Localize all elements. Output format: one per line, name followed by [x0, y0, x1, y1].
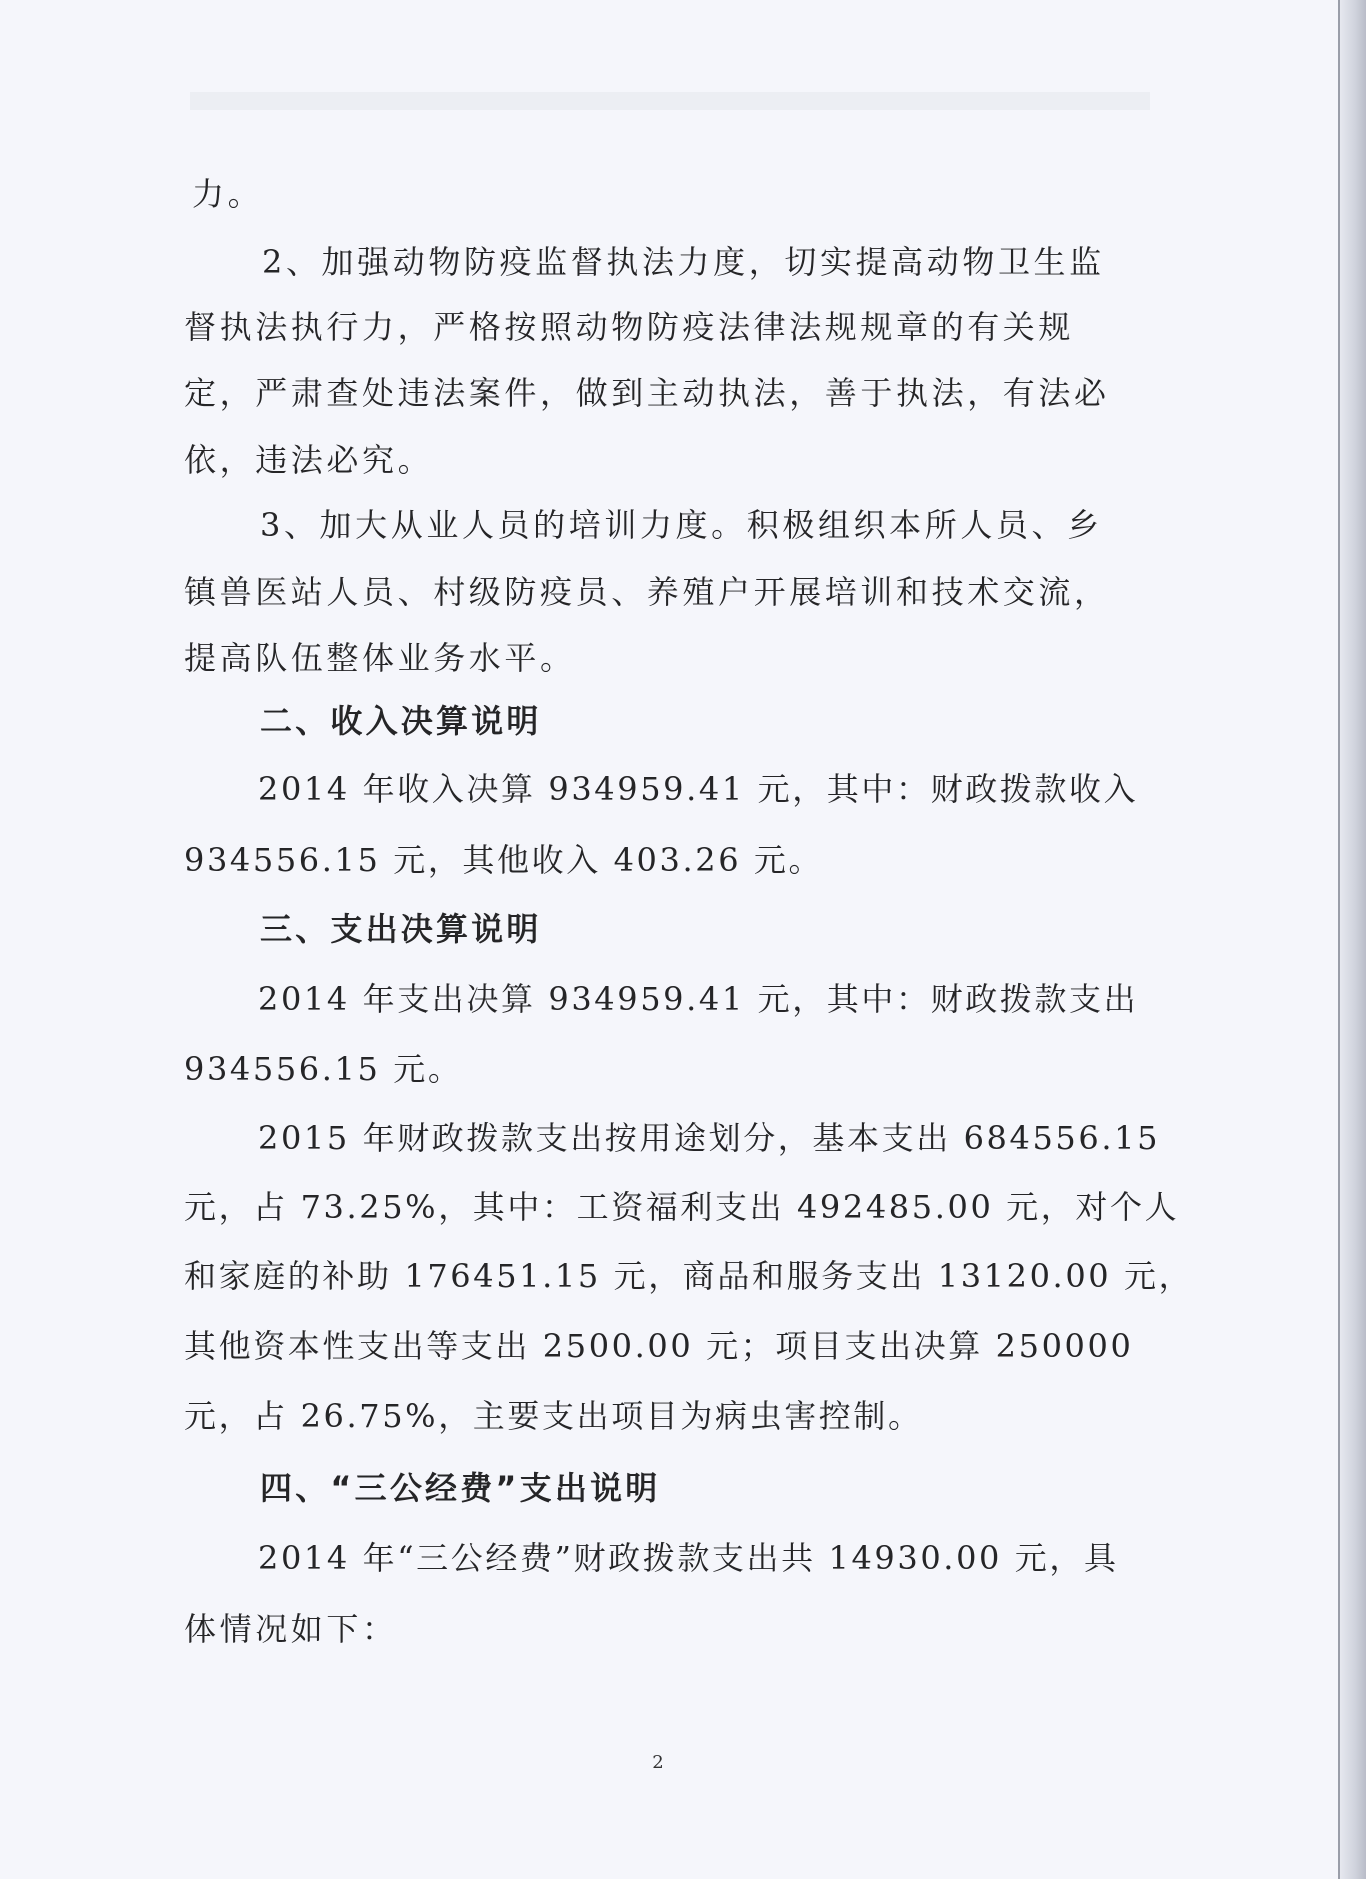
section-heading-three-public: 四、“三公经费”支出说明: [260, 1469, 661, 1507]
text-line: 3、加大从业人员的培训力度。积极组织本所人员、乡: [260, 506, 1103, 544]
text-line: 934556.15 元，其他收入 403.26 元。: [184, 841, 824, 879]
text-line: 元，占 26.75%，主要支出项目为病虫害控制。: [184, 1397, 923, 1435]
text-line: 其他资本性支出等支出 2500.00 元；项目支出决算 250000: [184, 1327, 1134, 1365]
text-line: 934556.15 元。: [184, 1050, 463, 1088]
text-line: 2014 年“三公经费”财政拨款支出共 14930.00 元，具: [258, 1539, 1119, 1577]
text-line: 力。: [192, 175, 264, 213]
text-line: 元，占 73.25%，其中：工资福利支出 492485.00 元，对个人: [184, 1188, 1180, 1226]
text-line: 镇兽医站人员、村级防疫员、养殖户开展培训和技术交流，: [184, 573, 1110, 611]
section-heading-income: 二、收入决算说明: [260, 702, 542, 740]
text-line: 2015 年财政拨款支出按用途划分，基本支出 684556.15: [258, 1119, 1161, 1157]
text-line: 2、加强动物防疫监督执法力度，切实提高动物卫生监: [262, 243, 1105, 281]
text-line: 体情况如下：: [184, 1610, 398, 1648]
section-heading-expense: 三、支出决算说明: [260, 910, 542, 948]
text-line: 依，违法必究。: [184, 441, 434, 479]
scan-shadow: [190, 92, 1150, 110]
text-line: 提高队伍整体业务水平。: [184, 639, 576, 677]
page-number: 2: [652, 1752, 664, 1773]
text-line: 2014 年支出决算 934959.41 元，其中：财政拨款支出: [258, 980, 1139, 1018]
text-line: 和家庭的补助 176451.15 元，商品和服务支出 13120.00 元，: [184, 1257, 1194, 1295]
text-line: 2014 年收入决算 934959.41 元，其中：财政拨款收入: [258, 770, 1139, 808]
text-line: 督执法执行力，严格按照动物防疫法律法规规章的有关规: [184, 308, 1075, 346]
text-line: 定，严肃查处违法案件，做到主动执法，善于执法，有法必: [184, 374, 1110, 412]
